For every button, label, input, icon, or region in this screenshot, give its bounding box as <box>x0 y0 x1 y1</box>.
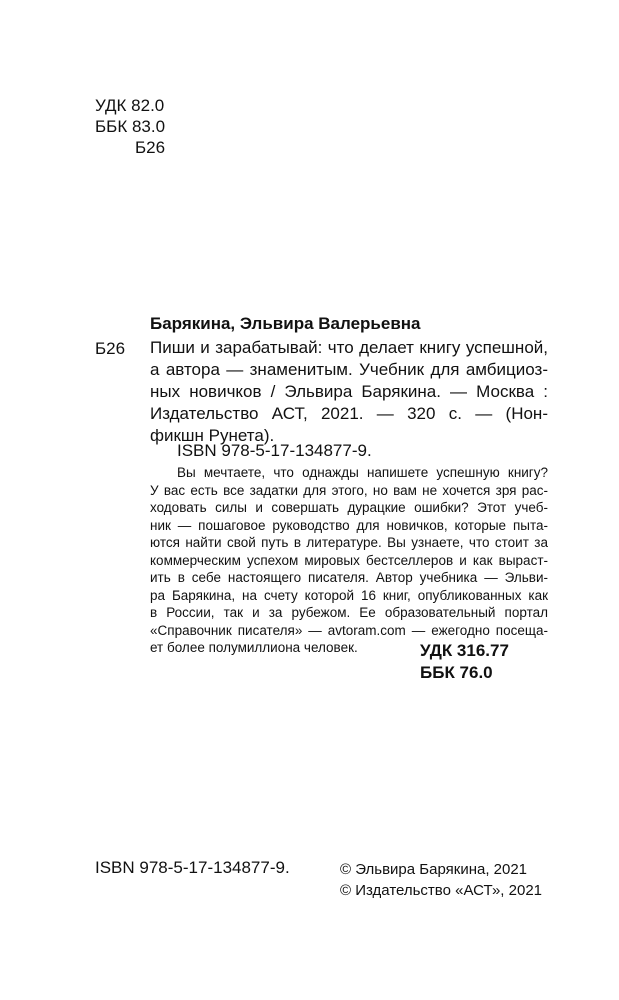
isbn-footer: ISBN 978-5-17-134877-9. <box>95 858 290 877</box>
isbn-entry: ISBN 978-5-17-134877-9. <box>177 441 372 460</box>
bibliographic-description <box>150 337 548 447</box>
udk-code-bottom: УДК 316.77 <box>420 641 509 660</box>
bbk-code: ББК 83.0 <box>95 117 166 136</box>
copyright-block <box>340 859 542 901</box>
annotation-line: ходовать силы и совершать дурацкие ошибки? Этот учеб- <box>150 500 548 515</box>
classification-codes-bottom <box>420 640 548 684</box>
bibliographic-line: а автора — знаменитым. Учебник для амбициоз- <box>150 360 548 379</box>
annotation-line: ра Барякина, на счету которой 16 книг, опубликованных как <box>150 587 548 603</box>
author-heading: Барякина, Эльвира Валерьевна <box>150 314 421 333</box>
copyright-publisher: © Издательство «АСТ», 2021 <box>340 882 543 899</box>
shelf-mark: Б26 <box>95 339 126 358</box>
bbk-code-bottom: ББК 76.0 <box>420 663 493 682</box>
annotation-line: ник — пошаговое руководство для новичков, которые пыта- <box>150 517 548 533</box>
bibliographic-line: Пиши и зарабатывай: что делает книгу успешной, <box>150 338 548 357</box>
annotation-line: ить в себе настоящего писателя. Автор учебника — Эльви- <box>150 570 548 585</box>
bibliographic-line: фикшн Рунета). <box>150 426 275 445</box>
author-mark: Б26 <box>135 138 166 157</box>
copyright-author: © Эльвира Барякина, 2021 <box>340 861 528 878</box>
bibliographic-line: Издательство АСТ, 2021. — 320 с. — (Нон- <box>150 404 548 423</box>
annotation-line: У вас есть все задатки для этого, но вам не хочется зря рас- <box>150 482 548 498</box>
annotation-line: ет более полумиллиона человек. <box>150 640 358 655</box>
udk-code: УДК 82.0 <box>95 96 165 115</box>
annotation-line: Вы мечтаете, что однажды напишете успешную книгу? <box>177 465 548 480</box>
classification-codes-top <box>95 95 165 158</box>
annotation-line: «Справочник писателя» — avtoram.com — ежегодно посеща- <box>150 622 548 638</box>
annotation-line: коммерческим успехом мировых бестселлеров и как выраст- <box>150 552 548 568</box>
bibliographic-line: ных новичков / Эльвира Барякина. — Москва : <box>150 382 548 401</box>
annotation-line: ются найти свой путь в литературе. Вы узнаете, что стоит за <box>150 535 548 550</box>
annotation <box>150 464 548 657</box>
annotation-line: в России, так и за рубежом. Ее образовательный портал <box>150 605 548 620</box>
